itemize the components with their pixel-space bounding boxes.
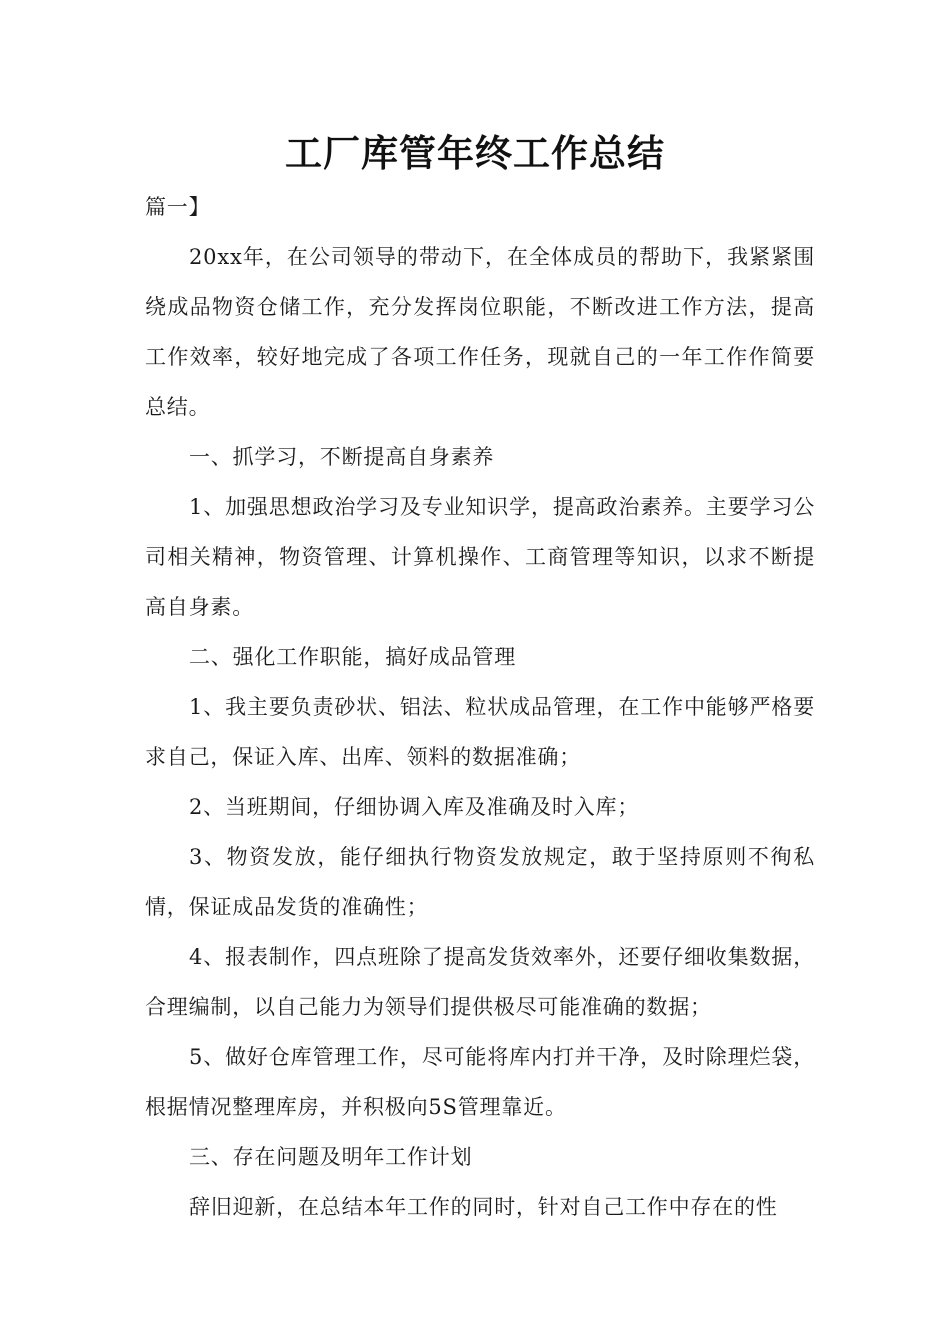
- paragraph-intro: 20xx年，在公司领导的带动下，在全体成员的帮助下，我紧紧围绕成品物资仓储工作，充分发挥岗位职能，不断改进工作方法，提高工作效率，较好地完成了各项工作任务，现就自己的一年工作作简要总结。: [145, 245, 815, 419]
- document-title: 工厂库管年终工作总结: [285, 132, 665, 175]
- paragraph-management-5: 5、做好仓库管理工作，尽可能将库内打并干净，及时除理烂袋，根据情况整理库房，并积极向5S管理靠近。: [145, 1045, 815, 1119]
- heading-management: 二、强化工作职能，搞好成品管理: [189, 645, 516, 669]
- heading-study: 一、抓学习，不断提高自身素养: [189, 445, 495, 469]
- paragraph-study-1: 1、加强思想政治学习及专业知识学，提高政治素养。主要学习公司相关精神，物资管理、计算机操作、工商管理等知识，以求不断提高自身素。: [145, 495, 815, 619]
- paragraph-management-1: 1、我主要负责砂状、铝法、粒状成品管理，在工作中能够严格要求自己，保证入库、出库、领料的数据准确；: [145, 695, 815, 769]
- document-body: [145, 182, 815, 1232]
- paragraph-management-4: 4、报表制作，四点班除了提高发货效率外，还要仔细收集数据，合理编制，以自己能力为领导们提供极尽可能准确的数据；: [145, 945, 815, 1019]
- paragraph-management-3: 3、物资发放，能仔细执行物资发放规定，敢于坚持原则不徇私情，保证成品发货的准确性；: [145, 845, 815, 919]
- heading-problems-plan: 三、存在问题及明年工作计划: [189, 1145, 473, 1169]
- section-label: 篇一】: [145, 195, 211, 219]
- paragraph-problems-1: 辞旧迎新，在总结本年工作的同时，针对自己工作中存在的性: [189, 1195, 778, 1219]
- paragraph-management-2: 2、当班期间，仔细协调入库及准确及时入库；: [189, 795, 640, 819]
